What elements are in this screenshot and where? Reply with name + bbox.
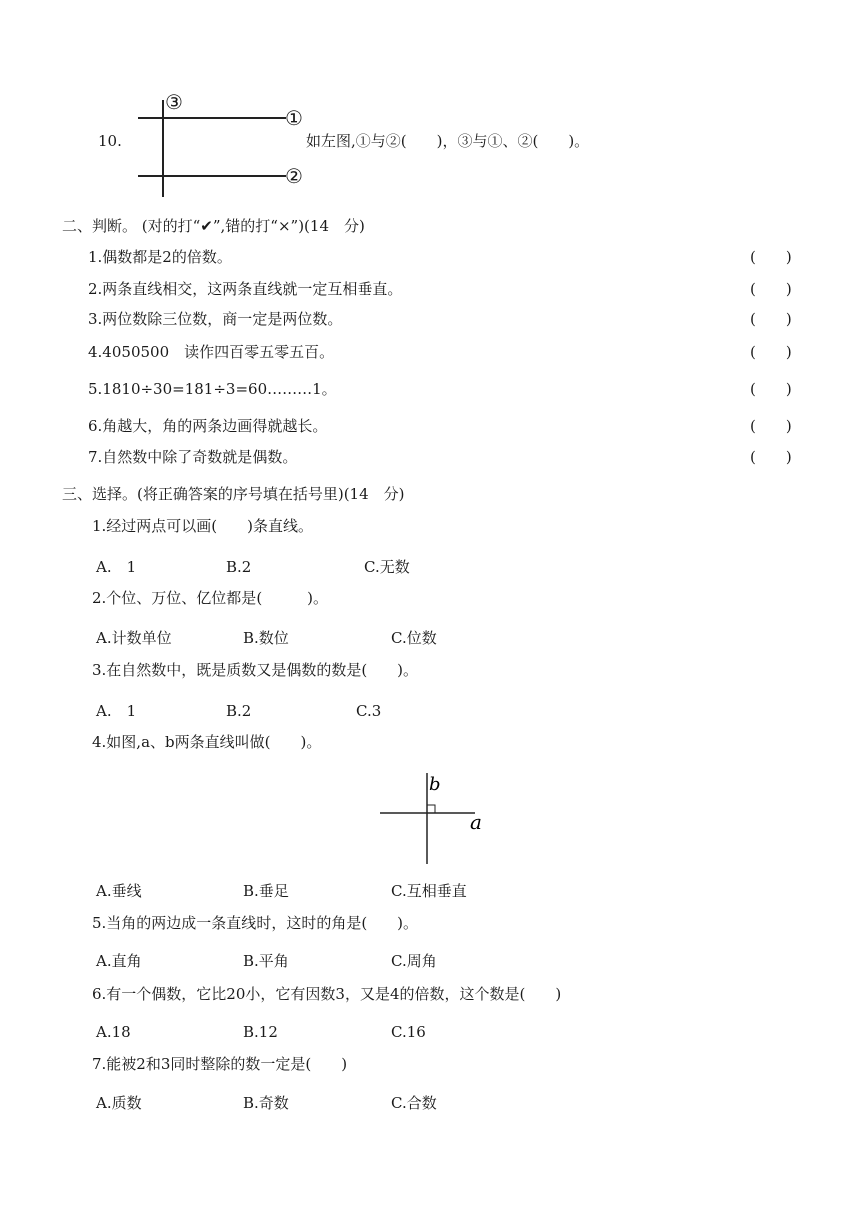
q10-number: 10. (98, 132, 122, 150)
s3-q5-option-a: A.直角 (96, 952, 142, 970)
s2-answer-paren-1: ( ) (750, 248, 792, 266)
s2-answer-paren-2: ( ) (750, 280, 792, 298)
s2-item-4: 4.4050500 读作四百零五零五百。 (88, 343, 335, 361)
s2-item-1: 1.偶数都是2的倍数。 (88, 248, 232, 266)
q10-text: 如左图,①与②( )，③与①、②( )。 (306, 132, 590, 150)
s3-q7-option-a: A.质数 (96, 1094, 142, 1112)
q10-label-1: ① (285, 106, 303, 130)
s2-item-3: 3.两位数除三位数，商一定是两位数。 (88, 310, 343, 328)
s3-q5-option-c: C.周角 (391, 952, 437, 970)
s2-answer-paren-5: ( ) (750, 380, 792, 398)
s3-q3-option-c: C.3 (356, 702, 382, 720)
perpendicular-figure (370, 770, 490, 866)
s2-answer-paren-3: ( ) (750, 310, 792, 328)
q10-label-3: ③ (165, 90, 183, 114)
s3-question-7: 7.能被2和3同时整除的数一定是( ) (92, 1055, 348, 1073)
s2-item-7: 7.自然数中除了奇数就是偶数。 (88, 448, 298, 466)
s3-question-2: 2.个位、万位、亿位都是( )。 (92, 589, 329, 607)
figure-label-a: a (470, 810, 482, 834)
section2-title: 二、判断。 (对的打“✔”,错的打“×”)(14 分) (62, 217, 365, 235)
s2-item-2: 2.两条直线相交，这两条直线就一定互相垂直。 (88, 280, 403, 298)
s3-q5-option-b: B.平角 (243, 952, 289, 970)
s3-q2-option-a: A.计数单位 (96, 629, 172, 647)
q10-figure (0, 0, 330, 200)
s3-q7-option-c: C.合数 (391, 1094, 437, 1112)
s3-q6-option-b: B.12 (243, 1023, 278, 1041)
figure-label-b: b (429, 774, 441, 795)
s3-question-5: 5.当角的两边成一条直线时，这时的角是( )。 (92, 914, 419, 932)
s3-q2-option-c: C.位数 (391, 629, 437, 647)
s3-question-1: 1.经过两点可以画( )条直线。 (92, 517, 314, 535)
s3-q3-option-b: B.2 (226, 702, 252, 720)
s2-answer-paren-6: ( ) (750, 417, 792, 435)
s3-question-4: 4.如图,a、b两条直线叫做( )。 (92, 733, 322, 751)
s3-question-6: 6.有一个偶数，它比20小，它有因数3，又是4的倍数，这个数是( ) (92, 985, 562, 1003)
s3-q6-option-c: C.16 (391, 1023, 426, 1041)
s3-q7-option-b: B.奇数 (243, 1094, 289, 1112)
s3-q1-option-a: A. 1 (96, 558, 137, 576)
s3-q1-option-c: C.无数 (364, 558, 410, 576)
s3-q4-option-b: B.垂足 (243, 882, 289, 900)
s2-item-6: 6.角越大，角的两条边画得就越长。 (88, 417, 328, 435)
s3-q6-option-a: A.18 (96, 1023, 131, 1041)
q10-line-1 (138, 117, 286, 119)
s3-q3-option-a: A. 1 (96, 702, 137, 720)
s2-answer-paren-4: ( ) (750, 343, 792, 361)
q10-line-3 (162, 100, 164, 197)
q10-line-2 (138, 175, 286, 177)
q10-label-2: ② (285, 164, 303, 188)
s3-q4-option-a: A.垂线 (96, 882, 142, 900)
s3-q2-option-b: B.数位 (243, 629, 289, 647)
s2-answer-paren-7: ( ) (750, 448, 792, 466)
right-angle-mark (427, 805, 435, 813)
s3-q4-option-c: C.互相垂直 (391, 882, 467, 900)
s3-q1-option-b: B.2 (226, 558, 252, 576)
s2-item-5: 5.1810÷30=181÷3=60………1。 (88, 380, 337, 398)
section3-title: 三、选择。(将正确答案的序号填在括号里)(14 分) (62, 485, 405, 503)
s3-question-3: 3.在自然数中，既是质数又是偶数的数是( )。 (92, 661, 419, 679)
